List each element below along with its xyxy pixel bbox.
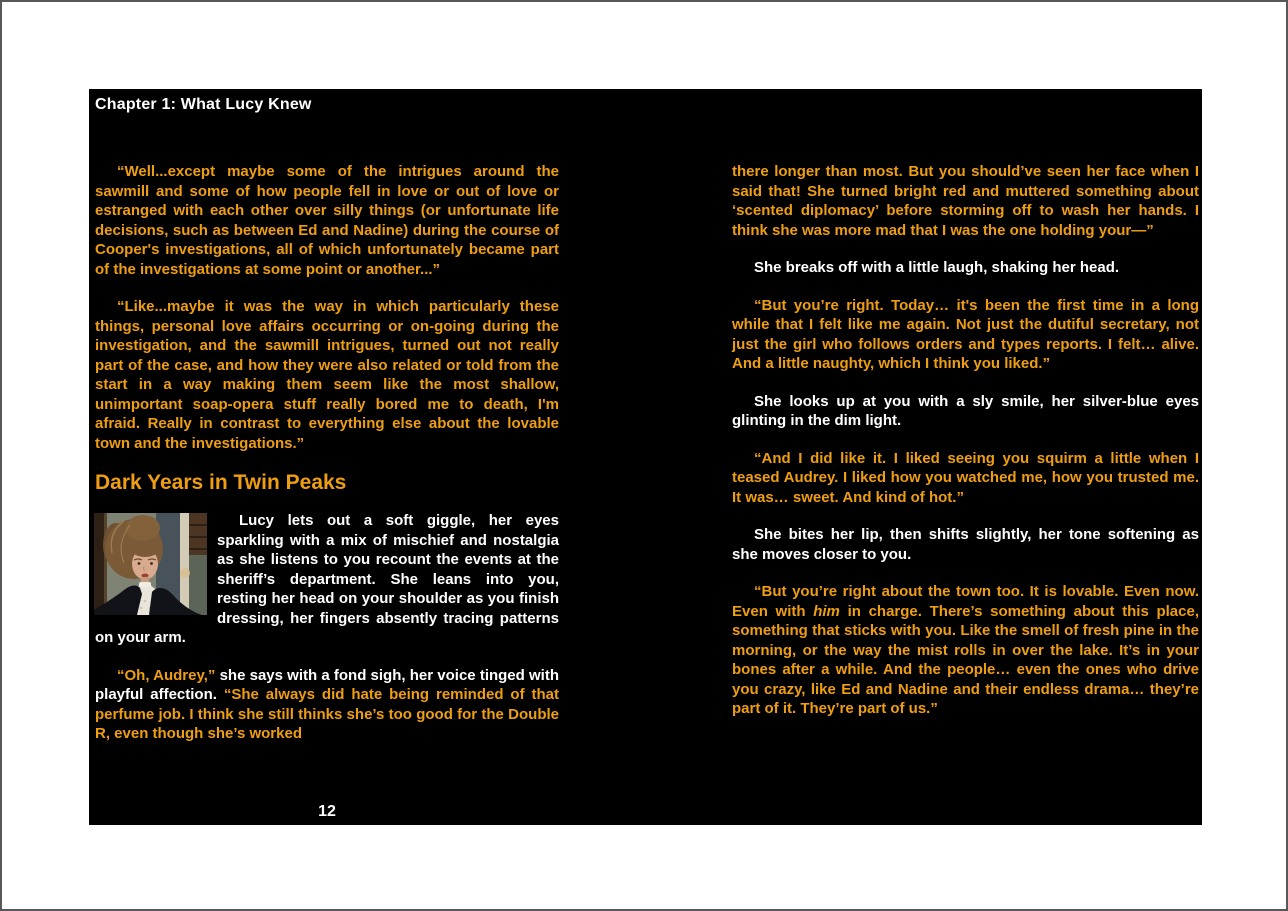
- chapter-title: Chapter 1: What Lucy Knew: [95, 96, 312, 113]
- paragraph-narration-bites-lip: She bites her lip, then shifts slightly, her tone softening as she moves closer to you.: [732, 526, 1199, 563]
- paragraph-narration-laugh: She breaks off with a little laugh, shaking her head.: [754, 259, 1120, 276]
- paragraph-with-portrait: [95, 511, 559, 648]
- paragraph-quote-soap-opera: “Like...maybe it was the way in which particularly these things, personal love affairs occurring or on-going during the investigation, and the sawmill intrigues, turned out not really part of the case, and how they were also related or told from the start in a way making them seem like the most shallow, unimportant soap-opera stuff really bored me to death, I'm afraid. Really in contrast to everything else about the lovable town and the investigations.”: [95, 298, 559, 452]
- left-column: [95, 162, 559, 762]
- paragraph-narration-giggle: Lucy lets out a soft giggle, her eyes sparkling with a mix of mischief and nostalgia as she listens to you recount the events at the sheriff’s department. She leans into you, resting her head on your shoulder as you finish dressing, her fingers absently tracing patterns on your arm.: [95, 512, 559, 646]
- paragraph-quote-lovable-town: “But you’re right about the town too. It is lovable. Even now. Even with him in charge. There’s something about this place, something that sticks with you. Like the smell of fresh pine in the morning, or the way the mist rolls in over the lake. It’s in your bones after a while. And the people… even the ones who drive you crazy, like Ed and Nadine and their endless drama… they’re part of it. They’re part of us.”: [732, 583, 1199, 717]
- paragraph-quote-sawmill: “Well...except maybe some of the intrigues around the sawmill and some of how people fell in love or out of love or estranged with each other over silly things (or unfortunate life decisions, such as between Ed and Nadine) during the course of Cooper's investigations, all of which unfortunately became part of the investigations at some point or another...”: [95, 163, 559, 278]
- lucy-portrait-image: [94, 513, 207, 615]
- paragraph-narration-sly-smile: She looks up at you with a sly smile, her silver-blue eyes glinting in the dim light.: [732, 392, 1199, 429]
- paragraph-quote-first-time: “But you’re right. Today… it's been the first time in a long while that I felt like me again. Not just the dutiful secretary, not just the girl who follows orders and types reports. I felt… alive. And a little naughty, which I think you liked.”: [732, 296, 1199, 372]
- paragraph-mixed-oh-audrey: “Oh, Audrey,” she says with a fond sigh, her voice tinged with playful affection. “She always did hate being reminded of that perfume job. I think she still thinks she’s too good for the Double R, even though she’s worked: [95, 666, 559, 742]
- book-page: [89, 89, 1202, 825]
- right-column: [732, 162, 1199, 737]
- paragraph-quote-continuation: there longer than most. But you should’ve seen her face when I said that! She turned bright red and muttered something about ‘scented diplomacy’ before storming off to wash her hands. I think she was more mad that I was the one holding your—”: [732, 163, 1199, 239]
- page-number: 12: [318, 803, 336, 820]
- section-heading: Dark Years in Twin Peaks: [95, 471, 347, 494]
- paragraph-quote-did-like-it: “And I did like it. I liked seeing you squirm a little when I teased Audrey. I liked how you watched me, how you trusted me. It was… sweet. And kind of hot.”: [732, 449, 1199, 506]
